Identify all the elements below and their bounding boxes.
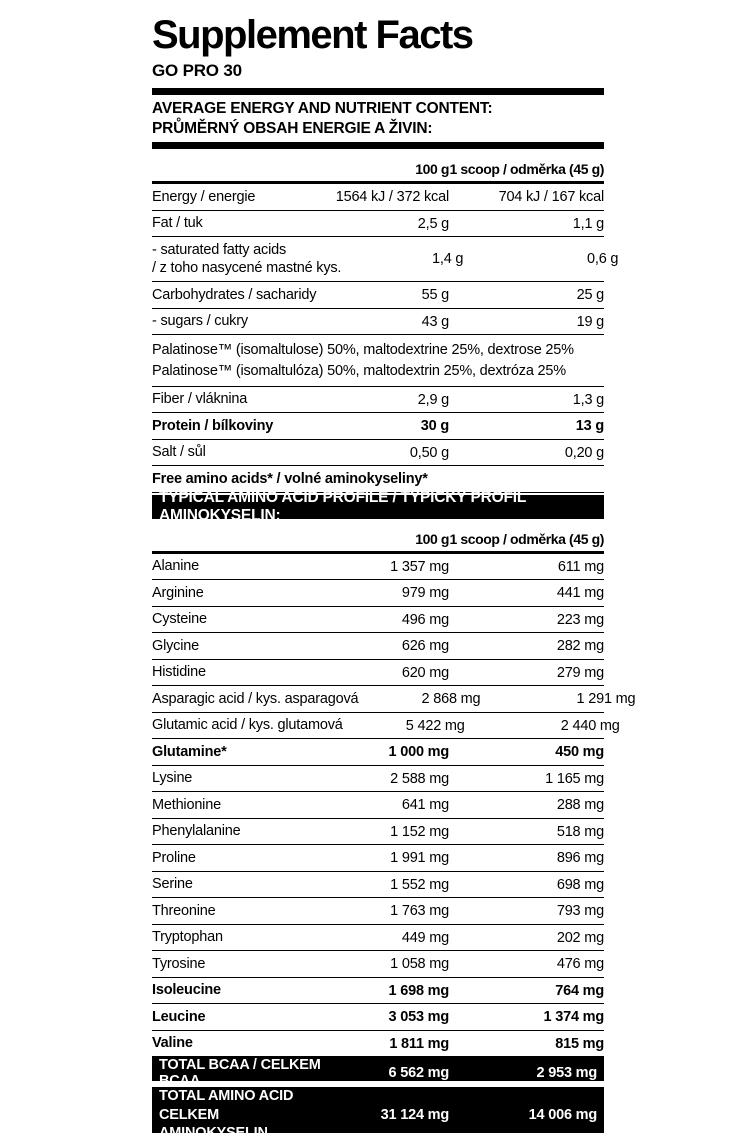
value-per-scoop: 223 mg xyxy=(556,611,604,628)
row-label xyxy=(152,796,327,815)
note-line: Palatinose™ (isomaltulóza) 50%, maltodextrin 25%, dextróza 25% xyxy=(152,362,566,379)
value-per-scoop: 793 mg xyxy=(556,903,604,920)
value-per-scoop: 19 g xyxy=(576,313,604,330)
row-label xyxy=(152,716,343,735)
row-label-line2: CELKEM AMINOKYSELIN xyxy=(159,1106,268,1141)
amino-row xyxy=(152,872,604,899)
row-label-line2: / z toho nasycené mastné kys. xyxy=(152,260,342,277)
value-per-100g: 620 mg xyxy=(401,664,449,681)
row-label xyxy=(152,955,327,974)
nutrient-row xyxy=(152,440,604,467)
amino-row xyxy=(152,713,620,740)
value-per-100g: 31 124 mg xyxy=(380,1106,449,1123)
amino-row xyxy=(152,925,604,952)
row-label-line1: Lysine xyxy=(152,770,193,787)
amino-row xyxy=(152,898,604,925)
nutrient-row xyxy=(152,184,604,211)
value-per-100g: 1564 kJ / 372 kcal xyxy=(335,189,449,206)
value-per-scoop: 25 g xyxy=(576,287,604,304)
row-label xyxy=(152,981,327,1000)
row-label-line1: Fiber / vláknina xyxy=(152,391,248,408)
divider-bar xyxy=(152,142,604,149)
product-name: GO PRO 30 xyxy=(152,61,242,80)
amino-section-header: TYPICAL AMINO ACID PROFILE / TYPICKÝ PROFIL AMINOKYSELIN: xyxy=(152,495,604,519)
value-per-100g: 641 mg xyxy=(401,797,449,814)
value-per-100g: 1 152 mg xyxy=(390,823,449,840)
row-label-line1: Isoleucine xyxy=(152,982,221,999)
row-label xyxy=(152,690,358,709)
value-per-100g: 1 552 mg xyxy=(390,876,449,893)
row-label xyxy=(152,822,327,841)
row-label xyxy=(152,849,327,868)
value-per-scoop: 0,6 g xyxy=(587,251,619,268)
nutrition-header-en: AVERAGE ENERGY AND NUTRIENT CONTENT: xyxy=(152,100,493,117)
row-label-line1: Arginine xyxy=(152,584,204,601)
value-per-100g: 30 g xyxy=(420,418,449,435)
value-per-scoop: 14 006 mg xyxy=(528,1106,597,1123)
value-per-100g: 449 mg xyxy=(401,929,449,946)
value-per-scoop: 1,1 g xyxy=(572,215,604,232)
value-per-scoop: 896 mg xyxy=(556,850,604,867)
amino-row xyxy=(152,819,604,846)
row-label-line1: Asparagic acid / kys. asparagová xyxy=(152,690,359,707)
value-per-100g: 1 991 mg xyxy=(390,850,449,867)
ingredient-note-row xyxy=(152,335,604,387)
total-bcaa-row xyxy=(152,1057,604,1090)
value-per-scoop: 1 291 mg xyxy=(576,691,636,708)
row-label-line1: Glutamine* xyxy=(152,743,227,760)
nutrient-row xyxy=(152,413,604,440)
value-per-scoop: 279 mg xyxy=(556,664,604,681)
nutrient-row xyxy=(152,282,604,309)
value-per-scoop: 282 mg xyxy=(556,638,604,655)
value-per-100g: 55 g xyxy=(421,287,449,304)
row-label-line1: Carbohydrates / sacharidy xyxy=(152,286,317,303)
value-per-100g: 5 422 mg xyxy=(405,717,465,734)
row-label xyxy=(152,1034,327,1053)
row-label xyxy=(152,188,327,207)
value-per-scoop: 1,3 g xyxy=(572,391,604,408)
row-label xyxy=(152,312,327,331)
value-per-scoop: 2 953 mg xyxy=(536,1065,597,1082)
value-per-scoop: 441 mg xyxy=(556,585,604,602)
row-label xyxy=(152,286,327,305)
row-label xyxy=(152,637,327,656)
note-line: Palatinose™ (isomaltulose) 50%, maltodextrine 25%, dextrose 25% xyxy=(152,342,574,359)
nutrient-row xyxy=(152,387,604,414)
row-label-line1: Histidine xyxy=(152,664,206,681)
row-label-line1: - sugars / cukry xyxy=(152,313,248,330)
amino-row xyxy=(152,792,604,819)
value-per-100g: 1 811 mg xyxy=(389,1035,449,1052)
amino-row xyxy=(152,554,604,581)
value-per-100g: 1 058 mg xyxy=(390,956,449,973)
value-per-scoop: 202 mg xyxy=(556,929,604,946)
value-per-100g: 2,5 g xyxy=(417,215,449,232)
total-amino-acid-row xyxy=(152,1087,604,1141)
nutrition-section-header xyxy=(152,95,604,142)
value-per-100g: 1 357 mg xyxy=(390,558,449,575)
row-label: TOTAL BCAA / CELKEM BCAA xyxy=(159,1057,321,1090)
supplement-facts-label xyxy=(152,13,636,1141)
value-per-scoop: 288 mg xyxy=(556,797,604,814)
row-label xyxy=(152,241,341,279)
value-per-100g: 1 698 mg xyxy=(388,982,449,999)
value-per-scoop: 518 mg xyxy=(556,823,604,840)
value-per-100g: 626 mg xyxy=(401,638,449,655)
value-per-scoop: 0,20 g xyxy=(564,444,604,461)
row-label xyxy=(152,769,327,788)
row-label xyxy=(152,584,327,603)
column-header-per-100g: 100 g xyxy=(415,530,449,547)
row-label-line1: Cysteine xyxy=(152,611,207,628)
row-label xyxy=(152,663,327,682)
nutrient-row xyxy=(152,309,604,336)
amino-row xyxy=(152,951,604,978)
amino-row xyxy=(152,845,604,872)
amino-row xyxy=(152,607,604,634)
value-per-scoop: 698 mg xyxy=(556,876,604,893)
amino-row xyxy=(152,580,604,607)
value-per-scoop: 476 mg xyxy=(556,956,604,973)
amino-row xyxy=(152,978,604,1005)
row-label-line1: Energy / energie xyxy=(152,188,256,205)
row-label: Free amino acids* / volné aminokyseliny* xyxy=(152,470,428,487)
row-label-line1: Phenylalanine xyxy=(152,823,241,840)
row-label-line1: Valine xyxy=(152,1035,193,1052)
value-per-100g: 2,9 g xyxy=(417,391,449,408)
value-per-scoop: 764 mg xyxy=(555,982,604,999)
row-label xyxy=(152,390,327,409)
row-label xyxy=(152,557,327,576)
value-per-100g: 1,4 g xyxy=(432,251,464,268)
value-per-100g: 2 868 mg xyxy=(421,691,481,708)
value-per-scoop: 2 440 mg xyxy=(560,717,620,734)
nutrient-row xyxy=(152,237,619,282)
row-label-line1: Methionine xyxy=(152,796,221,813)
amino-row xyxy=(152,739,604,766)
value-per-scoop: 1 374 mg xyxy=(543,1009,604,1026)
value-per-scoop: 611 mg xyxy=(557,558,604,575)
divider-bar xyxy=(152,88,604,95)
value-per-scoop: 815 mg xyxy=(555,1035,604,1052)
column-header-per-100g: 100 g xyxy=(415,161,449,178)
row-label xyxy=(152,1008,327,1027)
value-per-100g: 979 mg xyxy=(401,585,449,602)
value-per-100g: 2 588 mg xyxy=(390,770,449,787)
column-header-per-scoop: 1 scoop / odměrka (45 g) xyxy=(449,161,604,178)
nutrition-rows xyxy=(152,184,619,493)
row-label xyxy=(152,214,327,233)
row-label-line1: Proline xyxy=(152,849,196,866)
nutrient-row xyxy=(152,211,604,238)
row-label-line1: Serine xyxy=(152,876,193,893)
row-label-line1: Fat / tuk xyxy=(152,215,203,232)
row-label-line1: Leucine xyxy=(152,1008,206,1025)
row-label-line1: - saturated fatty acids xyxy=(152,241,287,258)
row-label xyxy=(152,875,327,894)
amino-row xyxy=(152,1004,604,1031)
amino-row xyxy=(152,660,604,687)
row-label-line1: Tyrosine xyxy=(152,955,206,972)
row-label-line1: Threonine xyxy=(152,902,216,919)
value-per-100g: 3 053 mg xyxy=(388,1009,449,1026)
value-per-scoop: 704 kJ / 167 kcal xyxy=(498,189,604,206)
row-label-line1: TOTAL AMINO ACID xyxy=(159,1088,294,1105)
nutrition-column-header xyxy=(152,149,604,184)
row-label xyxy=(152,610,327,629)
row-label xyxy=(152,743,327,762)
page-title: Supplement Facts xyxy=(152,13,473,57)
row-label-line1: Tryptophan xyxy=(152,929,223,946)
amino-row xyxy=(152,686,636,713)
value-per-100g: 0,50 g xyxy=(409,444,449,461)
column-header-per-scoop: 1 scoop / odměrka (45 g) xyxy=(449,530,604,547)
row-label xyxy=(152,443,327,462)
row-label xyxy=(152,928,327,947)
value-per-100g: 496 mg xyxy=(401,611,449,628)
amino-row xyxy=(152,1031,604,1058)
row-label-line1: Salt / sůl xyxy=(152,444,206,461)
row-label-line1: Alanine xyxy=(152,558,199,575)
row-label xyxy=(152,902,327,921)
value-per-100g: 43 g xyxy=(421,313,449,330)
value-per-100g: 1 000 mg xyxy=(388,744,449,761)
row-label xyxy=(152,417,327,436)
value-per-scoop: 1 165 mg xyxy=(545,770,604,787)
row-label-line1: Protein / bílkoviny xyxy=(152,417,274,434)
value-per-100g: 1 763 mg xyxy=(390,903,449,920)
row-label-line1: Glutamic acid / kys. glutamová xyxy=(152,717,343,734)
value-per-100g: 6 562 mg xyxy=(388,1065,449,1082)
row-label-line1: Glycine xyxy=(152,637,199,654)
amino-rows xyxy=(152,554,636,1058)
nutrition-header-cs: PRŮMĚRNÝ OBSAH ENERGIE A ŽIVIN: xyxy=(152,119,433,137)
value-per-scoop: 13 g xyxy=(575,418,604,435)
value-per-scoop: 450 mg xyxy=(555,744,604,761)
amino-row xyxy=(152,766,604,793)
amino-row xyxy=(152,633,604,660)
